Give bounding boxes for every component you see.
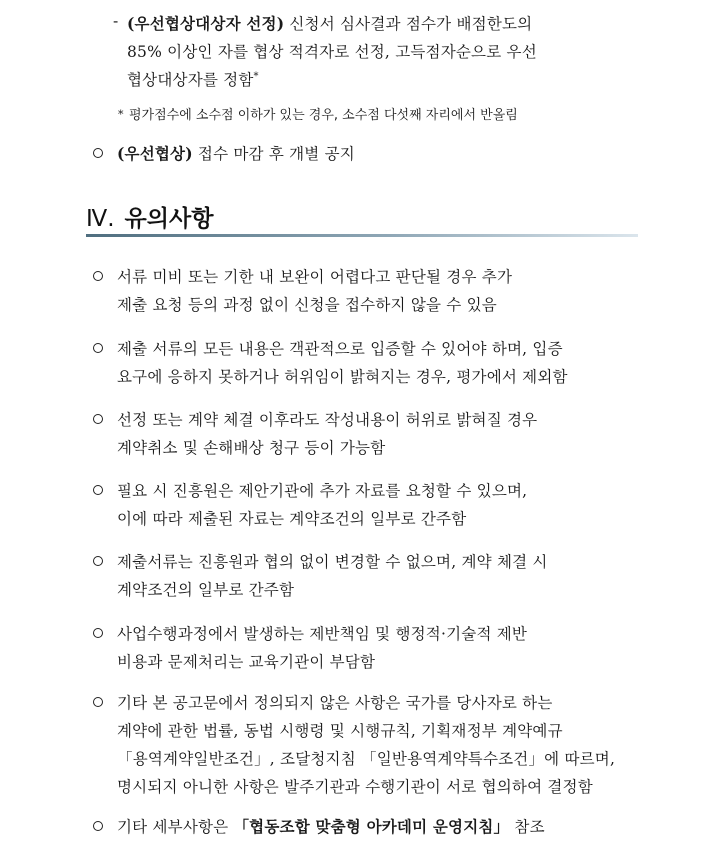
guideline-reference: 「협동조합 맞춤형 아카데미 운영지침」 [233,817,510,836]
bullet-circle [93,821,103,831]
bullet-circle [93,628,103,638]
heading-underline [86,234,638,237]
priority-text: 접수 마감 후 개별 공지 [192,145,355,163]
bullet-circle [93,697,103,707]
bullet-circle [93,271,103,281]
note-7-line-4: 명시되지 아니한 사항은 발주기관과 수행기관이 서로 협의하여 결정함 [117,778,593,796]
footnote-marker: * [253,70,259,82]
note-8-line-1 [117,815,545,837]
selection-line-2: 85% 이상인 자를 협상 적격자로 선정, 고득점자순으로 우선 [127,43,537,61]
section-title: 유의사항 [124,206,214,232]
note-2-line-1: 제출 서류의 모든 내용은 객관적으로 입증할 수 있어야 하며, 입증 [117,340,563,358]
note-8-suffix: 참조 [509,818,545,836]
selection-line-1 [127,12,532,34]
note-1-line-2: 제출 요청 등의 과정 없이 신청을 접수하지 않을 수 있음 [117,296,497,314]
note-8-prefix: 기타 세부사항은 [117,818,234,836]
selection-term: (우선협상대상자 선정) [127,14,285,33]
note-5-line-1: 제출서류는 진흥원과 협의 없이 변경할 수 없으며, 계약 체결 시 [117,553,548,571]
footnote-text: 평가점수에 소수점 이하가 있는 경우, 소수점 다섯째 자리에서 반올림 [129,108,518,123]
note-7-line-3: 「용역계약일반조건」, 조달청지침 「일반용역계약특수조건」에 따르며, [117,750,616,768]
selection-line-3-text: 협상대상자를 정함 [127,71,254,89]
bullet-circle [93,556,103,566]
bullet-circle [93,485,103,495]
note-5-line-2: 계약조건의 일부로 간주함 [117,581,295,599]
priority-term: (우선협상) [117,144,193,163]
note-1-line-1: 서류 미비 또는 기한 내 보완이 어렵다고 판단될 경우 추가 [117,268,513,286]
selection-line-3 [127,68,259,90]
note-4-line-2: 이에 따라 제출된 자료는 계약조건의 일부로 간주함 [117,510,467,528]
note-4-line-1: 필요 시 진흥원은 제안기관에 추가 자료를 요청할 수 있으며, [117,482,528,500]
priority-line [117,142,355,164]
note-3-line-1: 선정 또는 계약 체결 이후라도 작성내용이 허위로 밝혀질 경우 [117,411,538,429]
footnote-star: * [118,108,124,121]
list-dash: - [113,12,119,30]
bullet-circle [93,343,103,353]
section-number: Ⅳ. [86,206,115,232]
note-6-line-2: 비용과 문제처리는 교육기관이 부담함 [117,653,376,671]
bullet-circle [93,148,103,158]
note-2-line-2: 요구에 응하지 못하거나 허위임이 밝혀지는 경우, 평가에서 제외함 [117,368,568,386]
note-3-line-2: 계약취소 및 손해배상 청구 등이 가능함 [117,439,386,457]
bullet-circle [93,414,103,424]
selection-line-1-text: 신청서 심사결과 점수가 배점한도의 [284,15,533,33]
section-heading [86,200,213,233]
note-7-line-2: 계약에 관한 법률, 동법 시행령 및 시행규칙, 기획재정부 계약예규 [117,722,563,740]
note-6-line-1: 사업수행과정에서 발생하는 제반책임 및 행정적·기술적 제반 [117,625,528,643]
note-7-line-1: 기타 본 공고문에서 정의되지 않은 사항은 국가를 당사자로 하는 [117,694,553,712]
